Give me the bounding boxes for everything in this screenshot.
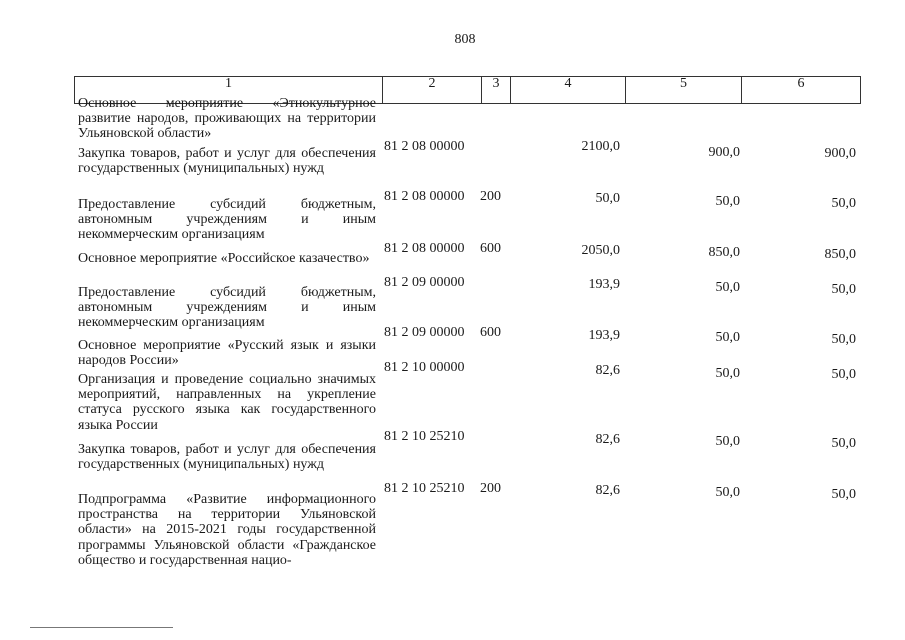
row-value-col6: 850,0 <box>824 247 856 262</box>
row-description: Предоставление субсидий бюджетным, автономным учреждениям и иным некоммерческим организациям <box>78 285 376 331</box>
row-value-col6: 50,0 <box>831 436 856 451</box>
row-expense-type: 600 <box>480 325 501 340</box>
row-expense-type: 200 <box>480 189 501 204</box>
row-value-col6: 50,0 <box>831 332 856 347</box>
row-value-col4: 2100,0 <box>581 139 620 154</box>
row-description: Основное мероприятие «Российское казачество» <box>78 251 370 266</box>
row-value-col4: 2050,0 <box>581 243 620 258</box>
row-description: Основное мероприятие «Русский язык и языки народов России» <box>78 338 376 369</box>
row-value-col4: 82,6 <box>595 432 620 447</box>
row-value-col5: 50,0 <box>715 366 740 381</box>
page-number: 808 <box>454 32 476 47</box>
row-description: Организация и проведение социально значимых мероприятий, направленных на укрепление статуса русского языка как государственного языка России <box>78 372 376 433</box>
row-value-col4: 82,6 <box>595 483 620 498</box>
row-value-col4: 50,0 <box>595 191 620 206</box>
header-col-2: 2 <box>382 76 482 104</box>
row-value-col4: 82,6 <box>595 363 620 378</box>
row-value-col6: 50,0 <box>831 196 856 211</box>
row-value-col5: 50,0 <box>715 434 740 449</box>
row-description: Подпрограмма «Развитие информационного пространства на территории Ульяновской области» на 2015-2021 годы государственной программы Ульяновской области «Гражданское общество и государственная нацио- <box>78 492 376 568</box>
header-col-4: 4 <box>510 76 626 104</box>
row-code: 81 2 10 25210 <box>384 429 465 444</box>
row-value-col6: 50,0 <box>831 282 856 297</box>
row-value-col6: 50,0 <box>831 487 856 502</box>
row-expense-type: 600 <box>480 241 501 256</box>
row-code: 81 2 09 00000 <box>384 275 465 290</box>
header-col-6: 6 <box>741 76 861 104</box>
row-code: 81 2 08 00000 <box>384 241 465 256</box>
row-code: 81 2 10 25210 <box>384 481 465 496</box>
row-value-col5: 50,0 <box>715 485 740 500</box>
row-code: 81 2 08 00000 <box>384 139 465 154</box>
row-value-col4: 193,9 <box>588 277 620 292</box>
row-code: 81 2 10 00000 <box>384 360 465 375</box>
row-description: Предоставление субсидий бюджетным, автономным учреждениям и иным некоммерческим организациям <box>78 197 376 243</box>
footnote-divider <box>30 627 173 628</box>
row-code: 81 2 09 00000 <box>384 325 465 340</box>
row-value-col4: 193,9 <box>588 328 620 343</box>
row-value-col5: 50,0 <box>715 330 740 345</box>
row-value-col5: 900,0 <box>708 145 740 160</box>
row-description: Закупка товаров, работ и услуг для обеспечения государственных (муниципальных) нужд <box>78 146 376 177</box>
row-value-col5: 50,0 <box>715 194 740 209</box>
row-value-col5: 50,0 <box>715 280 740 295</box>
row-code: 81 2 08 00000 <box>384 189 465 204</box>
row-description: Основное мероприятие «Этнокультурное развитие народов, проживающих на территории Ульяновской области» <box>78 96 376 142</box>
header-col-5: 5 <box>625 76 742 104</box>
row-value-col5: 850,0 <box>708 245 740 260</box>
row-value-col6: 50,0 <box>831 367 856 382</box>
row-description: Закупка товаров, работ и услуг для обеспечения государственных (муниципальных) нужд <box>78 442 376 473</box>
header-col-3: 3 <box>481 76 511 104</box>
row-value-col6: 900,0 <box>824 146 856 161</box>
header-col-1: 1 <box>74 76 383 104</box>
row-expense-type: 200 <box>480 481 501 496</box>
